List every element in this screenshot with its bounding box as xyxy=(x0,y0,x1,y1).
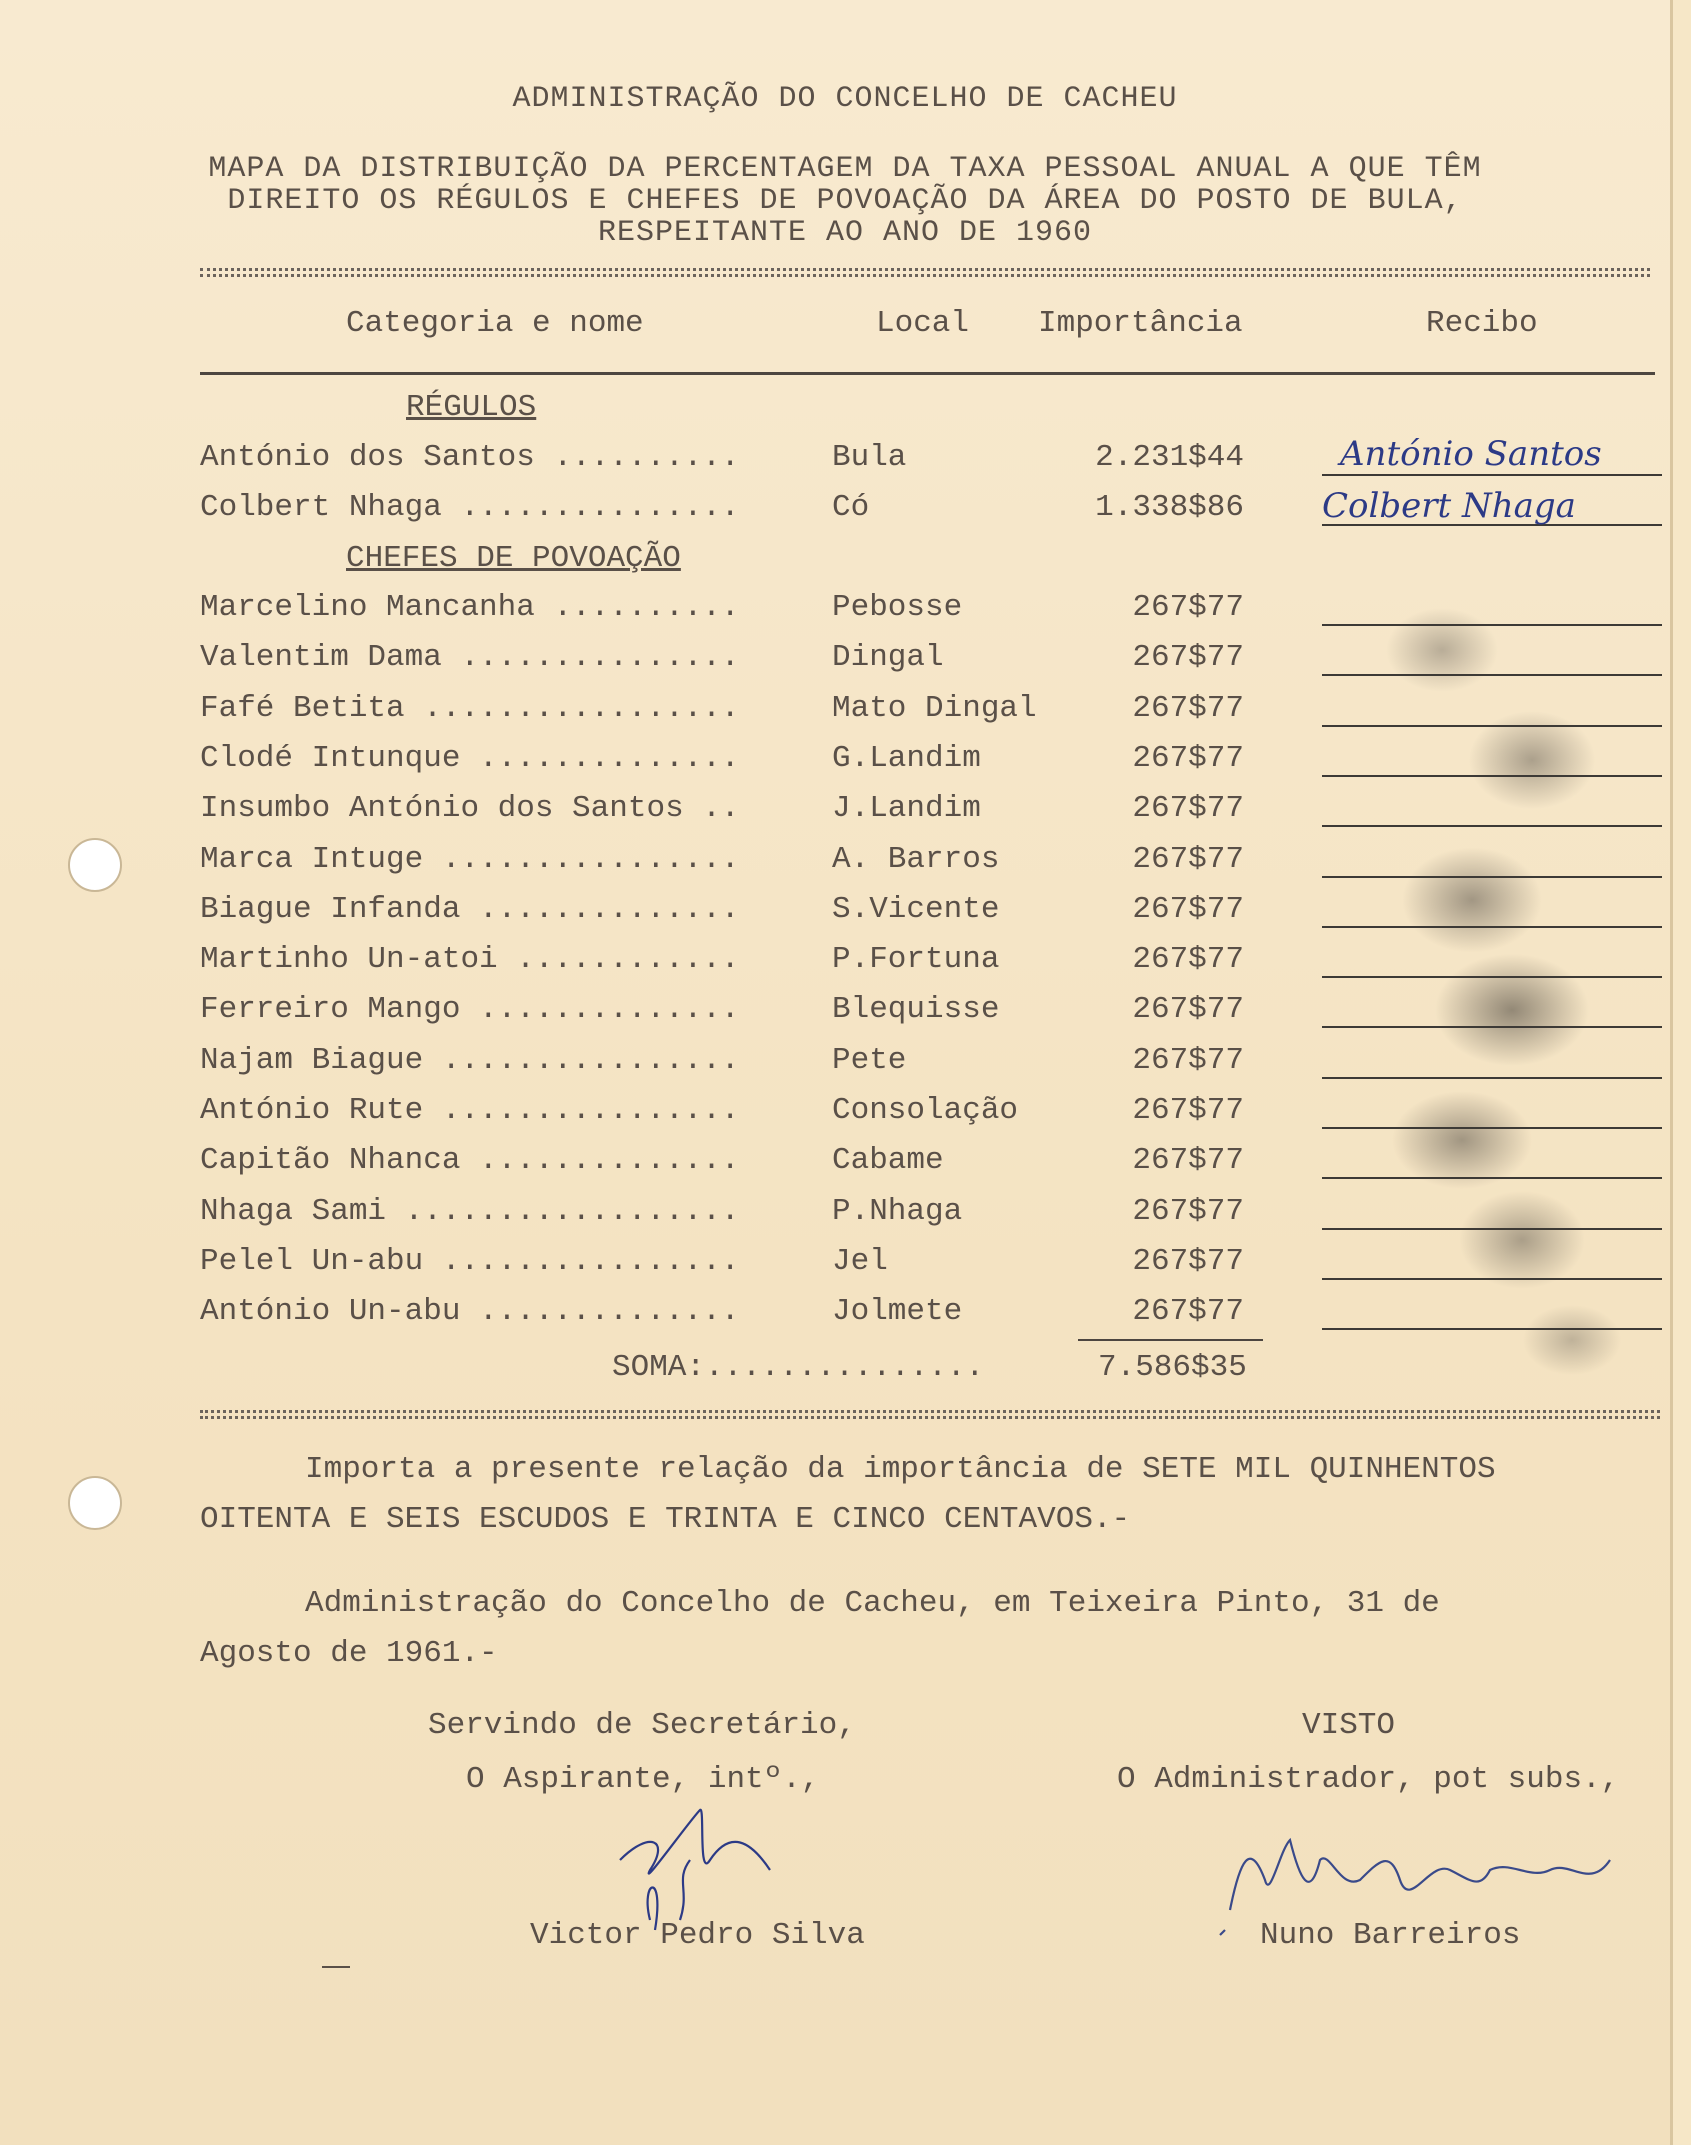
office-heading: ADMINISTRAÇÃO DO CONCELHO DE CACHEU xyxy=(512,82,1178,116)
table-row xyxy=(200,1194,1660,1242)
row-amount: 267$77 xyxy=(1132,992,1244,1028)
dash-mark xyxy=(322,1966,350,1968)
row-local: Mato Dingal xyxy=(832,690,1037,726)
receipt-signature: António Santos xyxy=(1340,434,1602,474)
table-row xyxy=(200,486,1660,538)
row-local: J.Landim xyxy=(832,791,981,827)
row-local: Consolação xyxy=(832,1093,1019,1128)
column-header-amount: Importância xyxy=(1038,306,1243,341)
row-name: Ferreiro Mango .............. xyxy=(200,992,740,1028)
row-name: Capitão Nhanca .............. xyxy=(200,1143,740,1179)
receipt-line xyxy=(1322,1328,1662,1330)
table-row xyxy=(200,1093,1660,1141)
receipt-line xyxy=(1322,775,1662,777)
table-row xyxy=(200,741,1660,789)
receipt-line xyxy=(1322,1278,1662,1280)
row-amount: 267$77 xyxy=(1132,1193,1244,1229)
row-amount: 267$77 xyxy=(1132,740,1244,776)
table-row xyxy=(200,640,1660,688)
double-rule xyxy=(200,268,1650,277)
row-amount: 267$77 xyxy=(1132,942,1244,978)
right-signatory-name: Nuno Barreiros xyxy=(1260,1918,1521,1953)
punch-hole xyxy=(68,1476,122,1530)
row-amount: 1.338$86 xyxy=(1095,490,1244,525)
punch-hole xyxy=(68,838,122,892)
row-amount: 267$77 xyxy=(1132,791,1244,827)
section-chefes: CHEFES DE POVOAÇÃO xyxy=(346,541,681,576)
row-name: Marca Intuge ................ xyxy=(200,841,740,877)
table-row xyxy=(200,892,1660,940)
receipt-line xyxy=(1322,474,1662,476)
table-row xyxy=(200,1244,1660,1292)
row-local: P.Nhaga xyxy=(832,1193,963,1229)
row-name: António Rute ................ xyxy=(200,1093,740,1128)
row-local: G.Landim xyxy=(832,740,981,776)
row-name: Martinho Un-atoi ............ xyxy=(200,942,740,978)
sum-value: 7.586$35 xyxy=(1098,1350,1247,1385)
sum-rule xyxy=(1078,1339,1263,1341)
row-local: Bula xyxy=(832,440,907,475)
table-row xyxy=(200,691,1660,739)
row-name: Biague Infanda .............. xyxy=(200,891,740,927)
table-row xyxy=(200,791,1660,839)
left-signatory-name: Victor Pedro Silva xyxy=(530,1918,865,1953)
row-amount: 267$77 xyxy=(1132,1042,1244,1078)
receipt-line xyxy=(1322,1077,1662,1079)
receipt-line xyxy=(1322,1228,1662,1230)
left-role-1: Servindo de Secretário, xyxy=(428,1708,856,1743)
title-line-3: RESPEITANTE AO ANO DE 1960 xyxy=(597,216,1093,250)
table-row xyxy=(200,842,1660,890)
header-rule xyxy=(200,372,1655,375)
table-row xyxy=(200,434,1660,488)
table-row xyxy=(200,590,1660,638)
row-amount: 267$77 xyxy=(1132,1143,1244,1179)
left-role-2: O Aspirante, intº., xyxy=(466,1762,820,1797)
table-row xyxy=(200,1143,1660,1191)
row-name: Valentim Dama ............... xyxy=(200,640,740,676)
row-name: Pelel Un-abu ................ xyxy=(200,1243,740,1279)
right-role-2: O Administrador, pot subs., xyxy=(1117,1762,1620,1797)
row-amount: 267$77 xyxy=(1132,891,1244,927)
row-local: Jolmete xyxy=(832,1294,963,1330)
table-row xyxy=(200,942,1660,990)
receipt-line xyxy=(1322,825,1662,827)
receipt-line xyxy=(1322,926,1662,928)
row-amount: 267$77 xyxy=(1132,841,1244,877)
column-header-name: Categoria e nome xyxy=(346,306,644,341)
column-header-local: Local xyxy=(876,306,970,341)
row-amount: 267$77 xyxy=(1132,640,1244,676)
table-row xyxy=(200,1294,1660,1342)
column-header-receipt: Recibo xyxy=(1426,306,1538,341)
table-row xyxy=(200,992,1660,1040)
section-regulos: RÉGULOS xyxy=(406,390,537,425)
row-name: Clodé Intunque .............. xyxy=(200,740,740,776)
row-local: Dingal xyxy=(832,640,944,676)
double-rule xyxy=(200,1410,1660,1419)
sum-label: SOMA:............... xyxy=(612,1350,985,1385)
row-name: Najam Biague ................ xyxy=(200,1042,740,1078)
row-local: Cabame xyxy=(832,1143,944,1179)
row-amount: 267$77 xyxy=(1132,590,1244,625)
paragraph-2-line-1: Administração do Concelho de Cacheu, em Teixeira Pinto, 31 de xyxy=(305,1586,1440,1621)
paragraph-1-line-1: Importa a presente relação da importância de SETE MIL QUINHENTOS xyxy=(305,1452,1496,1487)
title-line-1: MAPA DA DISTRIBUIÇÃO DA PERCENTAGEM DA TAXA PESSOAL ANUAL A QUE TÊM xyxy=(208,152,1482,186)
row-name: Marcelino Mancanha .......... xyxy=(200,590,740,625)
row-name: Nhaga Sami .................. xyxy=(200,1193,740,1229)
row-name: António dos Santos .......... xyxy=(200,440,740,475)
row-amount: 2.231$44 xyxy=(1095,440,1244,475)
paragraph-1-line-2: OITENTA E SEIS ESCUDOS E TRINTA E CINCO CENTAVOS.- xyxy=(200,1502,1131,1537)
row-local: Pebosse xyxy=(832,590,963,625)
row-local: A. Barros xyxy=(832,841,1000,877)
title-line-2: DIREITO OS RÉGULOS E CHEFES DE POVOAÇÃO DA ÁREA DO POSTO DE BULA, xyxy=(227,184,1463,218)
paragraph-2-line-2: Agosto de 1961.- xyxy=(200,1636,498,1671)
row-name: Insumbo António dos Santos .. xyxy=(200,791,740,827)
row-name: Colbert Nhaga ............... xyxy=(200,490,740,525)
row-local: Jel xyxy=(832,1243,888,1279)
row-local: S.Vicente xyxy=(832,891,1000,927)
row-name: Fafé Betita ................. xyxy=(200,690,740,726)
receipt-signature: Colbert Nhaga xyxy=(1322,486,1576,526)
receipt-line xyxy=(1322,1026,1662,1028)
right-role-1: VISTO xyxy=(1302,1708,1396,1743)
row-name: António Un-abu .............. xyxy=(200,1294,740,1330)
receipt-line xyxy=(1322,624,1662,626)
table-row xyxy=(200,1043,1660,1091)
receipt-line xyxy=(1322,725,1662,727)
row-amount: 267$77 xyxy=(1132,690,1244,726)
row-amount: 267$77 xyxy=(1132,1294,1244,1330)
row-local: Có xyxy=(832,490,870,525)
row-local: Pete xyxy=(832,1042,907,1078)
receipt-line xyxy=(1322,674,1662,676)
row-amount: 267$77 xyxy=(1132,1093,1244,1128)
receipt-line xyxy=(1322,876,1662,878)
receipt-line xyxy=(1322,976,1662,978)
row-local: Blequisse xyxy=(832,992,1000,1028)
row-local: P.Fortuna xyxy=(832,942,1000,978)
receipt-line xyxy=(1322,1177,1662,1179)
row-amount: 267$77 xyxy=(1132,1243,1244,1279)
receipt-line xyxy=(1322,1127,1662,1129)
